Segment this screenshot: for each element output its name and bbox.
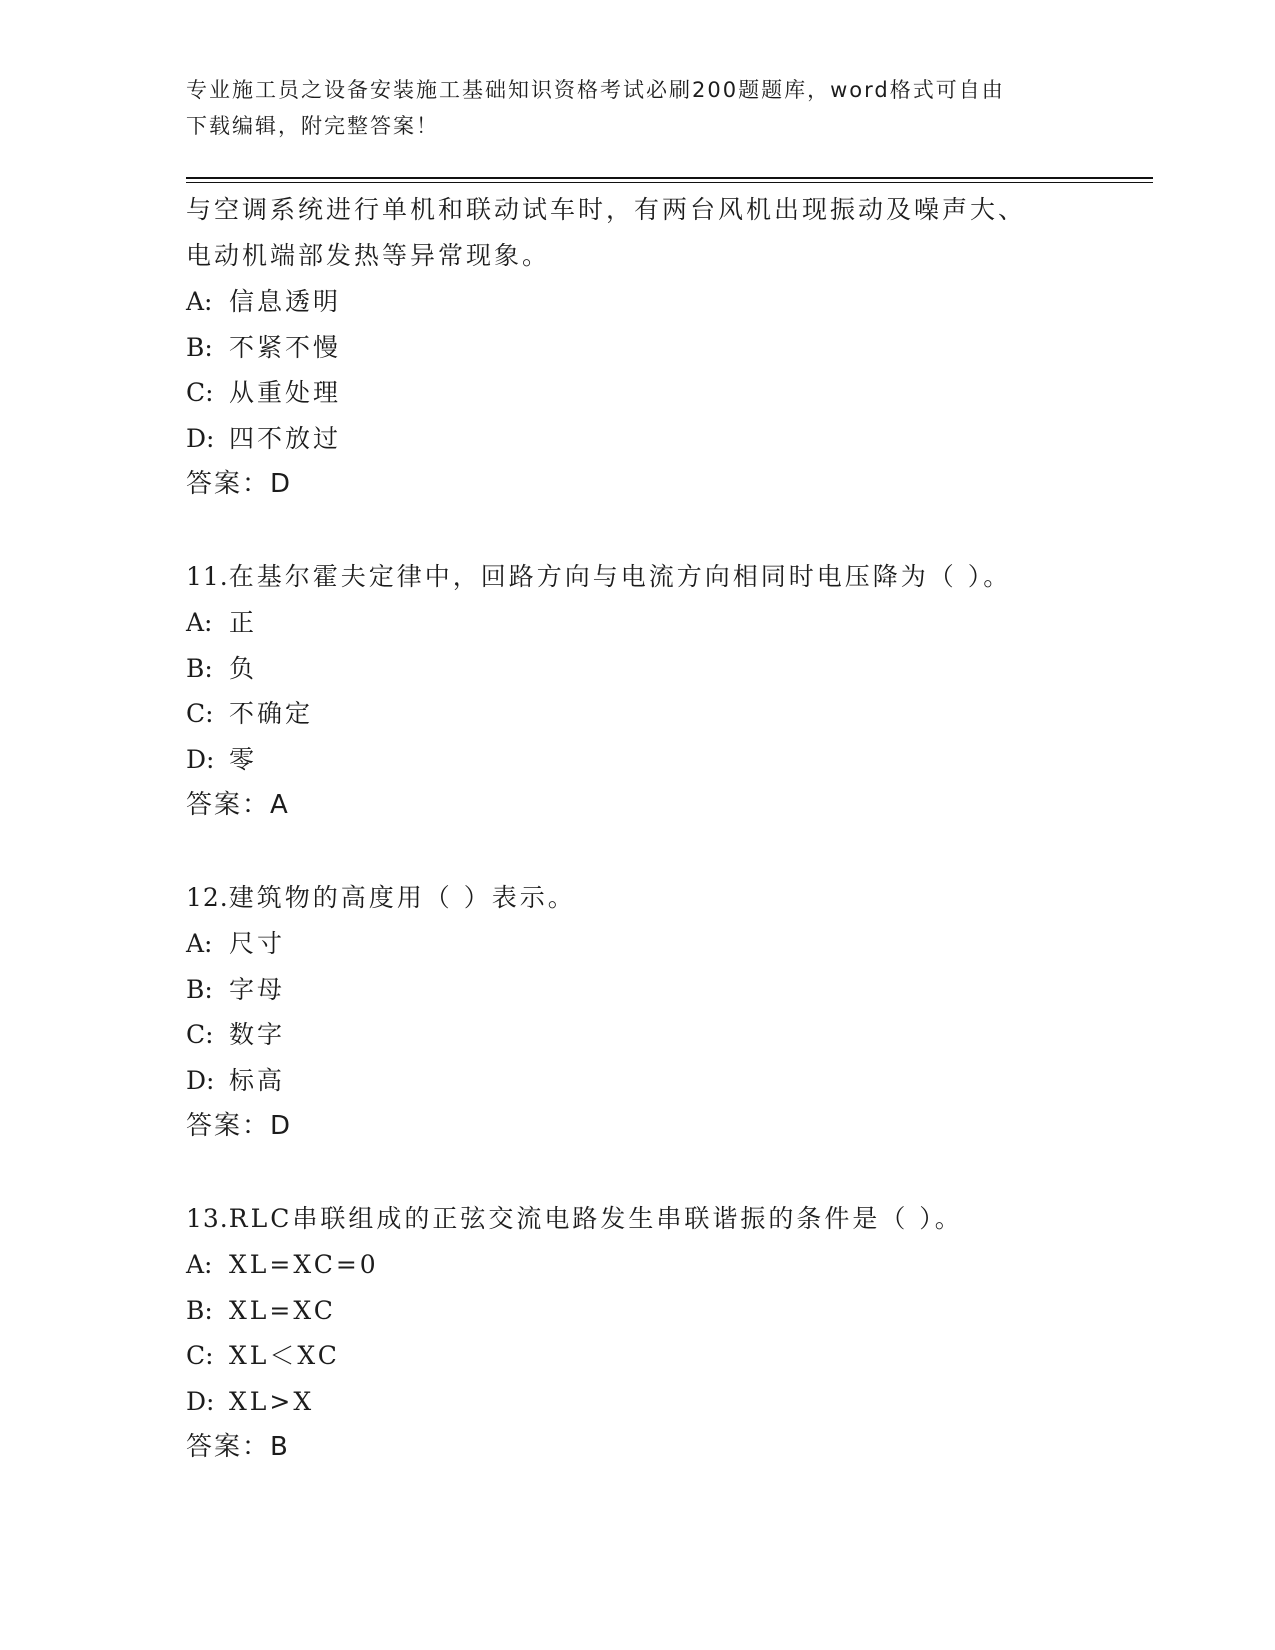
option-text: 四不放过 [229,423,342,453]
question-block-11 [186,554,1146,828]
question-block-12 [186,875,1146,1149]
answer-line: 答案：D [186,469,293,499]
option-d [186,416,1146,462]
option-text: 正 [229,608,258,637]
option-text: 不确定 [229,699,314,728]
answer-line: 答案：B [186,1432,290,1462]
option-b [186,325,1146,371]
option-letter: B: [186,974,213,1004]
option-letter: C: [186,1341,214,1370]
question-text: 建筑物的高度用（ ）表示。 [228,883,576,912]
option-letter: D: [186,423,215,453]
option-text: XL=XC=0 [229,1250,379,1279]
document-header [186,72,1086,144]
question-text: RLC串联组成的正弦交流电路发生串联谐振的条件是（ ）。 [228,1204,963,1233]
option-d [186,1058,1146,1104]
option-letter: B: [186,332,213,362]
option-c [186,1012,1146,1058]
question-number: 11. [186,562,229,591]
option-text: XL＜XC [229,1341,340,1370]
option-text: 从重处理 [229,378,342,407]
option-text: 字母 [229,974,286,1004]
option-letter: D: [186,744,215,774]
option-b [186,646,1146,692]
question-list [186,187,1146,1470]
option-letter: C: [186,378,214,407]
option-text: 零 [229,744,258,774]
option-a [186,600,1146,646]
question-stem [186,875,1146,921]
option-b [186,967,1146,1013]
option-letter: B: [186,653,213,683]
option-letter: A: [186,287,213,316]
option-text: 负 [229,653,258,683]
option-d [186,737,1146,783]
option-a [186,1242,1146,1288]
question-stem [186,554,1146,600]
question-stem-line: 与空调系统进行单机和联动试车时，有两台风机出现振动及噪声大、 [186,195,1027,224]
option-letter: A: [186,929,213,958]
option-d [186,1379,1146,1425]
option-b [186,1288,1146,1334]
option-letter: D: [186,1065,215,1095]
option-letter: A: [186,1250,213,1279]
header-line-1: 专业施工员之设备安装施工基础知识资格考试必刷200题题库，word格式可自由 [186,78,1005,102]
question-text: 在基尔霍夫定律中，回路方向与电流方向相同时电压降为（ ）。 [228,562,1012,591]
option-text: XL>X [229,1386,315,1416]
option-text: 信息透明 [229,287,342,316]
option-c [186,691,1146,737]
question-block-13 [186,1196,1146,1470]
option-c [186,370,1146,416]
option-text: XL=XC [229,1295,336,1325]
question-number: 13. [186,1204,229,1233]
answer-line: 答案：D [186,1111,293,1141]
header-divider-top [186,177,1153,179]
header-divider-bottom [186,182,1153,183]
option-text: 不紧不慢 [229,332,342,362]
answer-line: 答案：A [186,790,290,820]
option-c [186,1333,1146,1379]
option-text: 数字 [229,1020,286,1049]
header-line-2: 下载编辑，附完整答案！ [186,114,439,138]
option-letter: C: [186,1020,214,1049]
option-a [186,921,1146,967]
option-letter: D: [186,1386,215,1416]
option-letter: A: [186,608,213,637]
question-block-continued [186,187,1146,507]
option-letter: C: [186,699,214,728]
option-text: 标高 [229,1065,286,1095]
option-letter: B: [186,1295,213,1325]
question-number: 12. [186,883,229,912]
option-text: 尺寸 [229,929,286,958]
question-stem [186,1196,1146,1242]
option-a [186,279,1146,325]
question-stem-line: 电动机端部发热等异常现象。 [186,241,551,270]
